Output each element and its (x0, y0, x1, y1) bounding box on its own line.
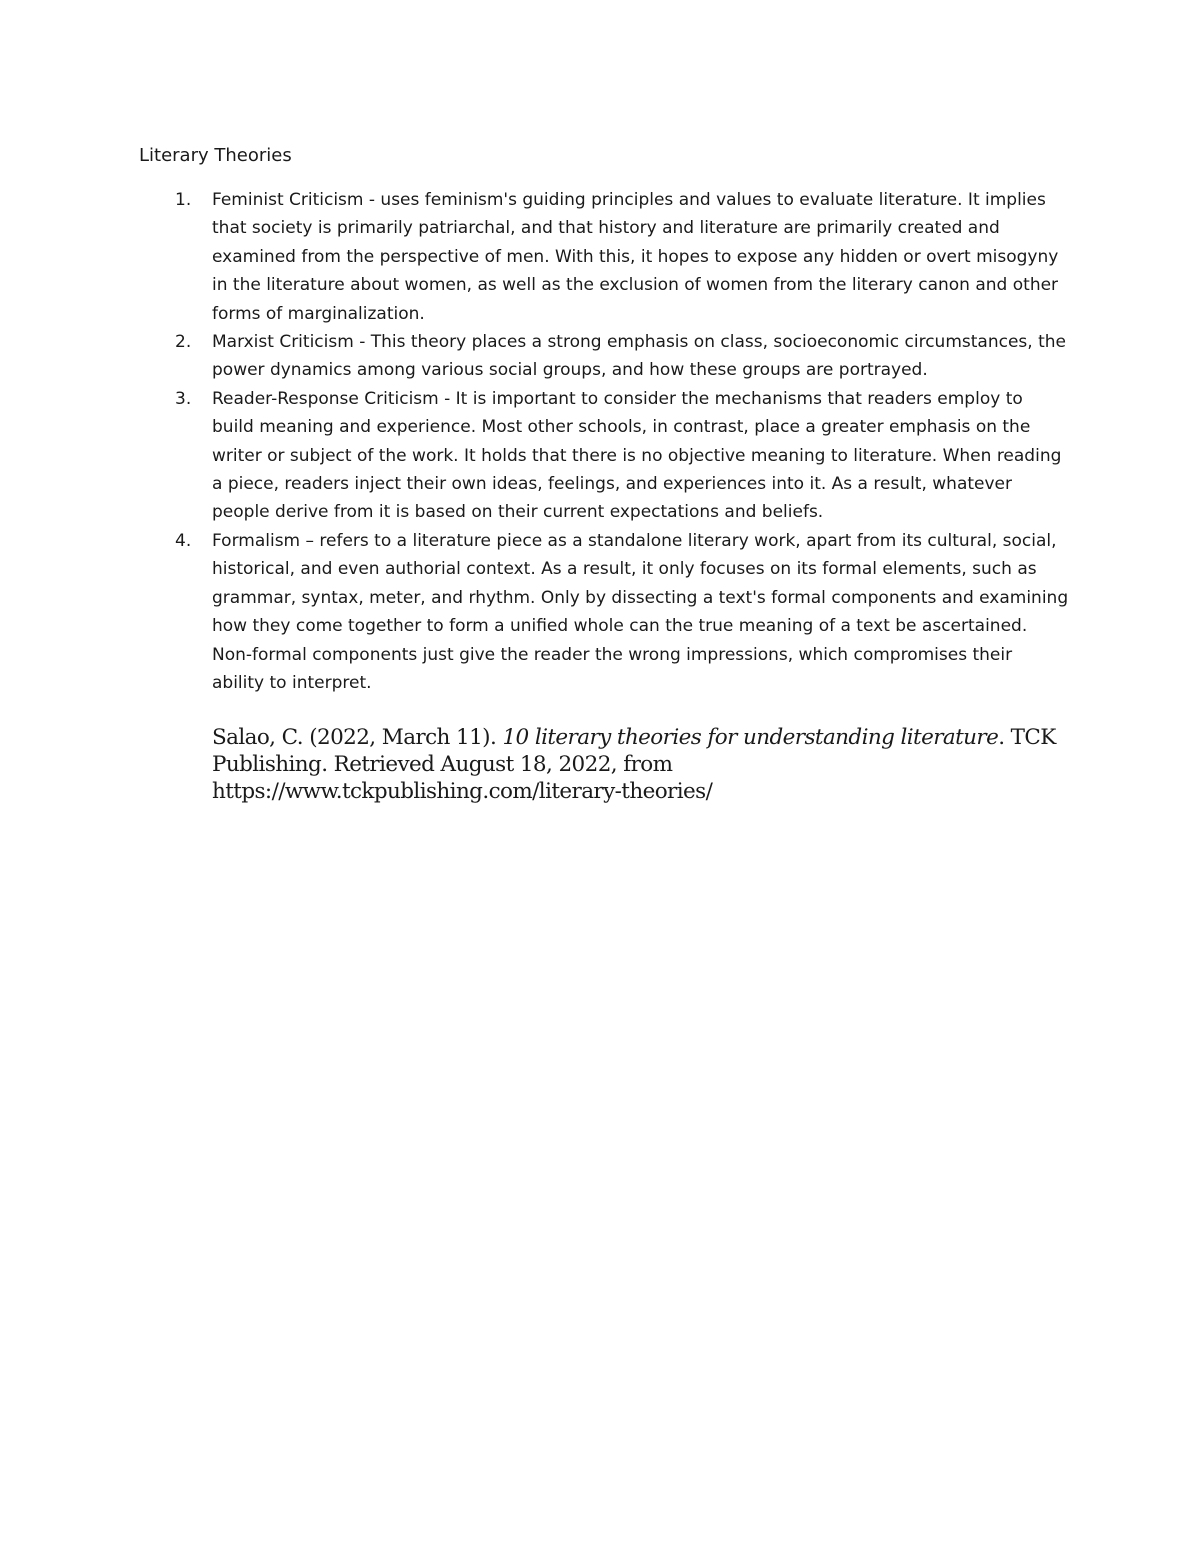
list-item (139, 186, 1069, 328)
list-item-number: 4. (175, 530, 192, 551)
document-title: Literary Theories (139, 145, 292, 166)
citation-author-date: Salao, C. (2022, March 11). (212, 725, 503, 750)
list-item-number: 1. (175, 190, 192, 210)
list-item-number: 3. (175, 388, 192, 409)
citation-publisher-url: . TCK Publishing. Retrieved August 18, 2022, from https://www.tckpublishing.com/literary-theories/ (212, 725, 1056, 804)
list-item-text: Formalism – refers to a literature piece as a standalone literary work, apart from its cultural, social, historical, and even authorial context. As a result, it only focuses on its formal elements, such as grammar, syntax, meter, and rhythm. Only by dissecting a text's formal components and examining how they come together to form a unified whole can the true meaning of a text be ascertained. Non-formal components just give the reader the wrong impressions, which compromises their ability to interpret. (212, 530, 1069, 693)
list-item-text: Marxist Criticism - This theory places a strong emphasis on class, socioeconomic circumstances, the power dynamics among various social groups, and how these groups are portrayed. (212, 332, 1066, 381)
list-item (139, 385, 1069, 527)
list-item-text: Feminist Criticism - uses feminism's guiding principles and values to evaluate literature. It implies that society is primarily patriarchal, and that history and literature are primarily created and examined from the perspective of men. With this, it hopes to expose any hidden or overt misogyny in the literature about women, as well as the exclusion of women from the literary canon and other forms of marginalization. (212, 190, 1059, 324)
list-item-number: 2. (175, 332, 192, 353)
citation-title: 10 literary theories for understanding literature (502, 725, 999, 750)
list-item (139, 527, 1069, 697)
theory-list (139, 186, 1069, 697)
list-item-text: Reader-Response Criticism - It is important to consider the mechanisms that readers employ to build meaning and experience. Most other schools, in contrast, place a greater emphasis on the writer or subject of the work. It holds that there is no objective meaning to literature. When reading a piece, readers inject their own ideas, feelings, and experiences into it. As a result, whatever people derive from it is based on their current expectations and beliefs. (212, 388, 1062, 523)
reference-citation (212, 724, 1062, 805)
list-item (139, 328, 1069, 385)
